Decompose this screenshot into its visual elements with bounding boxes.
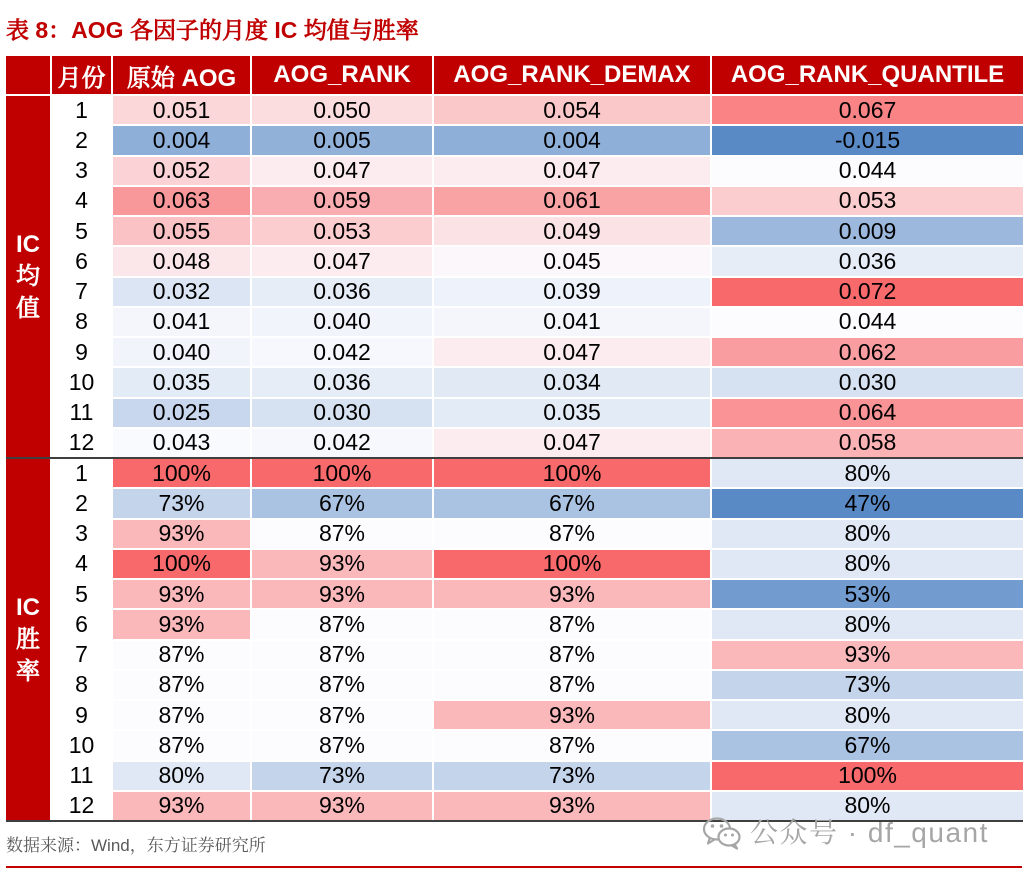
value-cell: 87% <box>434 520 710 548</box>
header-corner <box>6 56 50 94</box>
value-cell: 0.043 <box>113 429 250 457</box>
value-cell: 0.034 <box>434 368 710 396</box>
value-cell: 0.042 <box>252 338 432 366</box>
value-cell: 93% <box>113 610 250 638</box>
value-cell: 93% <box>434 701 710 729</box>
value-cell: 93% <box>434 792 710 820</box>
value-cell: 80% <box>712 520 1023 548</box>
month-cell: 7 <box>52 641 111 669</box>
value-cell: 47% <box>712 489 1023 517</box>
value-cell: 87% <box>434 731 710 759</box>
value-cell: 0.062 <box>712 338 1023 366</box>
value-cell: 0.044 <box>712 308 1023 336</box>
value-cell: 87% <box>434 641 710 669</box>
value-cell: 87% <box>252 701 432 729</box>
value-cell: 0.035 <box>113 368 250 396</box>
month-cell: 8 <box>52 308 111 336</box>
value-cell: 0.032 <box>113 278 250 306</box>
value-cell: 0.050 <box>252 96 432 124</box>
value-cell: 73% <box>712 671 1023 699</box>
value-cell: 0.036 <box>252 278 432 306</box>
month-cell: 7 <box>52 278 111 306</box>
value-cell: 80% <box>712 792 1023 820</box>
value-cell: 0.036 <box>712 247 1023 275</box>
value-cell: 0.041 <box>113 308 250 336</box>
section-label <box>6 96 50 457</box>
wechat-icon-graphic <box>702 816 742 850</box>
value-cell: 0.039 <box>434 278 710 306</box>
value-cell: 0.047 <box>434 429 710 457</box>
month-cell: 5 <box>52 217 111 245</box>
value-cell: 0.044 <box>712 157 1023 185</box>
month-cell: 4 <box>52 187 111 215</box>
value-cell: 0.004 <box>113 126 250 154</box>
source-note: 数据来源：Wind，东方证券研究所 <box>6 836 266 855</box>
value-cell: 0.059 <box>252 187 432 215</box>
month-cell: 3 <box>52 157 111 185</box>
column-header-aog-rank: AOG_RANK <box>252 56 432 94</box>
value-cell: 93% <box>434 580 710 608</box>
value-cell: 87% <box>113 701 250 729</box>
value-cell: 93% <box>712 641 1023 669</box>
column-header-aog-rank-quantile: AOG_RANK_QUANTILE <box>712 56 1023 94</box>
value-cell: 73% <box>113 489 250 517</box>
month-cell: 12 <box>52 792 111 820</box>
section-divider <box>6 457 1023 459</box>
value-cell: 100% <box>252 459 432 487</box>
value-cell: 100% <box>434 550 710 578</box>
value-cell: 0.064 <box>712 399 1023 427</box>
value-cell: 0.030 <box>252 399 432 427</box>
value-cell: 73% <box>434 762 710 790</box>
section-label <box>6 459 50 820</box>
month-cell: 5 <box>52 580 111 608</box>
value-cell: 0.055 <box>113 217 250 245</box>
value-cell: 67% <box>252 489 432 517</box>
value-cell: 93% <box>252 792 432 820</box>
value-cell: 93% <box>252 580 432 608</box>
value-cell: 0.005 <box>252 126 432 154</box>
value-cell: 0.052 <box>113 157 250 185</box>
month-cell: 3 <box>52 520 111 548</box>
value-cell: 80% <box>712 550 1023 578</box>
month-cell: 11 <box>52 762 111 790</box>
value-cell: 0.036 <box>252 368 432 396</box>
value-cell: 0.047 <box>434 338 710 366</box>
table-title: 表 8：AOG 各因子的月度 IC 均值与胜率 <box>6 17 419 43</box>
value-cell: 0.035 <box>434 399 710 427</box>
value-cell: 73% <box>252 762 432 790</box>
value-cell: 87% <box>434 610 710 638</box>
value-cell: 0.047 <box>252 157 432 185</box>
value-cell: 0.067 <box>712 96 1023 124</box>
column-header-aog-rank-demax: AOG_RANK_DEMAX <box>434 56 710 94</box>
value-cell: 87% <box>252 610 432 638</box>
value-cell: 100% <box>712 762 1023 790</box>
value-cell: 0.049 <box>434 217 710 245</box>
column-header-month: 月份 <box>52 56 111 94</box>
value-cell: 0.063 <box>113 187 250 215</box>
month-cell: 9 <box>52 701 111 729</box>
value-cell: 0.030 <box>712 368 1023 396</box>
month-cell: 4 <box>52 550 111 578</box>
section-label-text: IC均值 <box>16 230 40 322</box>
wechat-icon <box>702 816 742 850</box>
value-cell: 80% <box>712 701 1023 729</box>
month-cell: 11 <box>52 399 111 427</box>
value-cell: 0.041 <box>434 308 710 336</box>
value-cell: 87% <box>113 671 250 699</box>
data-table <box>6 56 1023 820</box>
value-cell: 93% <box>113 792 250 820</box>
value-cell: 0.045 <box>434 247 710 275</box>
value-cell: 0.004 <box>434 126 710 154</box>
value-cell: 93% <box>252 550 432 578</box>
value-cell: 80% <box>712 610 1023 638</box>
value-cell: 87% <box>113 641 250 669</box>
watermark <box>702 815 989 851</box>
value-cell: 0.058 <box>712 429 1023 457</box>
value-cell: 0.040 <box>113 338 250 366</box>
value-cell: 53% <box>712 580 1023 608</box>
month-cell: 6 <box>52 610 111 638</box>
value-cell: 93% <box>113 580 250 608</box>
value-cell: 87% <box>252 731 432 759</box>
month-cell: 1 <box>52 459 111 487</box>
value-cell: 0.051 <box>113 96 250 124</box>
value-cell: 0.072 <box>712 278 1023 306</box>
value-cell: 87% <box>113 731 250 759</box>
value-cell: 0.047 <box>434 157 710 185</box>
month-cell: 10 <box>52 368 111 396</box>
month-cell: 9 <box>52 338 111 366</box>
footer-rule <box>6 866 1022 868</box>
value-cell: 87% <box>434 671 710 699</box>
month-cell: 8 <box>52 671 111 699</box>
month-cell: 1 <box>52 96 111 124</box>
value-cell: 0.040 <box>252 308 432 336</box>
value-cell: 0.025 <box>113 399 250 427</box>
section-label-text: IC胜率 <box>16 593 40 685</box>
value-cell: 87% <box>252 641 432 669</box>
month-cell: 10 <box>52 731 111 759</box>
month-cell: 12 <box>52 429 111 457</box>
value-cell: 80% <box>113 762 250 790</box>
month-cell: 2 <box>52 126 111 154</box>
value-cell: 0.053 <box>252 217 432 245</box>
value-cell: 67% <box>434 489 710 517</box>
value-cell: 0.047 <box>252 247 432 275</box>
value-cell: 0.042 <box>252 429 432 457</box>
month-cell: 6 <box>52 247 111 275</box>
value-cell: -0.015 <box>712 126 1023 154</box>
value-cell: 93% <box>113 520 250 548</box>
value-cell: 0.053 <box>712 187 1023 215</box>
value-cell: 87% <box>252 520 432 548</box>
watermark-text: 公众号 · df_quant <box>750 817 989 848</box>
value-cell: 100% <box>113 459 250 487</box>
value-cell: 0.048 <box>113 247 250 275</box>
value-cell: 0.061 <box>434 187 710 215</box>
value-cell: 80% <box>712 459 1023 487</box>
value-cell: 100% <box>434 459 710 487</box>
value-cell: 0.009 <box>712 217 1023 245</box>
column-header-raw-aog: 原始 AOG <box>113 56 250 94</box>
value-cell: 67% <box>712 731 1023 759</box>
value-cell: 87% <box>252 671 432 699</box>
month-cell: 2 <box>52 489 111 517</box>
value-cell: 100% <box>113 550 250 578</box>
value-cell: 0.054 <box>434 96 710 124</box>
